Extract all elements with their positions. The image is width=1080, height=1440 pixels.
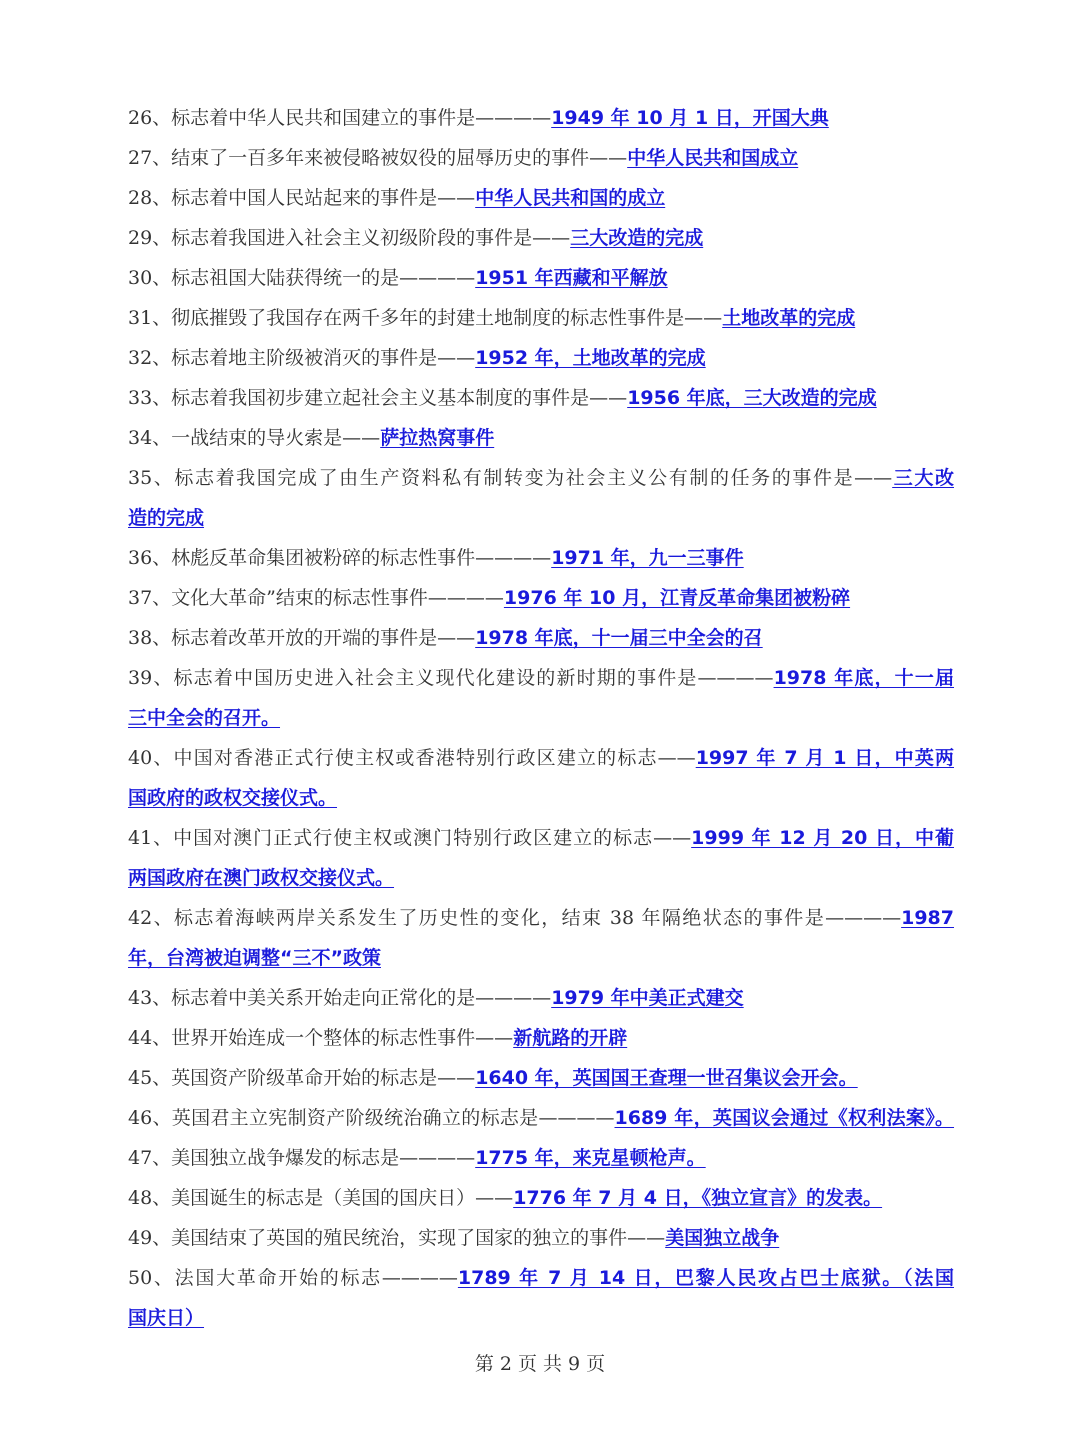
answer-text: 年，台湾被迫调整“三不”政策 <box>128 947 381 969</box>
question-text: 37、文化大革命”结束的标志性事件———— <box>128 587 504 609</box>
text-line <box>128 458 954 498</box>
text-line <box>128 498 954 538</box>
text-line <box>128 898 954 938</box>
text-line <box>128 778 954 818</box>
text-line <box>128 618 954 658</box>
answer-text: 1776 年 7 月 4 日，《独立宣言》的发表。 <box>513 1187 883 1209</box>
answer-text: 国庆日） <box>128 1307 205 1329</box>
text-line <box>128 538 954 578</box>
text-line <box>128 1258 954 1298</box>
answer-text: 美国独立战争 <box>665 1227 780 1249</box>
question-text: 27、结束了一百多年来被侵略被奴役的屈辱历史的事件—— <box>128 147 628 169</box>
question-text: 35、标志着我国完成了由生产资料私有制转变为社会主义公有制的任务的事件是—— <box>128 467 893 489</box>
document-body <box>128 98 954 1338</box>
text-line <box>128 698 954 738</box>
page-footer: 第 2 页 共 9 页 <box>474 1353 606 1375</box>
text-line <box>128 1058 954 1098</box>
text-line <box>128 1138 954 1178</box>
text-line <box>128 178 954 218</box>
question-text: 39、标志着中国历史进入社会主义现代化建设的新时期的事件是———— <box>128 667 774 689</box>
text-line <box>128 1218 954 1258</box>
answer-text: 1979 年中美正式建交 <box>551 987 744 1009</box>
answer-text: 萨拉热窝事件 <box>380 427 495 449</box>
answer-text: 1976 年 10 月，江青反革命集团被粉碎 <box>503 587 851 609</box>
text-line <box>128 578 954 618</box>
answer-text: 1978 年底，十一届三中全会的召 <box>475 627 763 649</box>
question-text: 26、标志着中华人民共和国建立的事件是———— <box>128 107 552 129</box>
question-text: 29、标志着我国进入社会主义初级阶段的事件是—— <box>128 227 571 249</box>
text-line <box>128 98 954 138</box>
question-text: 45、英国资产阶级革命开始的标志是—— <box>128 1067 476 1089</box>
text-line <box>128 938 954 978</box>
answer-text: 中华人民共和国的成立 <box>475 187 666 209</box>
answer-text: 1971 年，九一三事件 <box>551 547 744 569</box>
question-text: 40、中国对香港正式行使主权或香港特别行政区建立的标志—— <box>128 747 696 769</box>
question-text: 31、彻底摧毁了我国存在两千多年的封建土地制度的标志性事件是—— <box>128 307 723 329</box>
text-line <box>128 738 954 778</box>
answer-text: 国政府的政权交接仪式。 <box>128 787 338 809</box>
answer-text: 三大改 <box>892 467 954 489</box>
answer-text: 1952 年，土地改革的完成 <box>475 347 706 369</box>
answer-text: 三中全会的召开。 <box>128 707 281 729</box>
answer-text: 1951 年西藏和平解放 <box>475 267 668 289</box>
question-text: 46、英国君主立宪制资产阶级统治确立的标志是———— <box>128 1107 615 1129</box>
question-text: 41、中国对澳门正式行使主权或澳门特别行政区建立的标志—— <box>128 827 692 849</box>
answer-text: 土地改革的完成 <box>722 307 856 329</box>
answer-text: 新航路的开辟 <box>513 1027 628 1049</box>
answer-text: 三大改造的完成 <box>570 227 704 249</box>
text-line <box>128 858 954 898</box>
text-line <box>128 218 954 258</box>
answer-text: 1999 年 12 月 20 日，中葡 <box>691 827 954 849</box>
text-line <box>128 298 954 338</box>
text-line <box>128 338 954 378</box>
question-text: 33、标志着我国初步建立起社会主义基本制度的事件是—— <box>128 387 628 409</box>
answer-text: 1640 年，英国国王查理一世召集议会开会。 <box>475 1067 858 1089</box>
question-text: 38、标志着改革开放的开端的事件是—— <box>128 627 476 649</box>
answer-text: 两国政府在澳门政权交接仪式。 <box>128 867 395 889</box>
text-line <box>128 378 954 418</box>
answer-text: 1956 年底，三大改造的完成 <box>627 387 877 409</box>
answer-text: 1775 年，来克星顿枪声。 <box>475 1147 706 1169</box>
answer-text: 造的完成 <box>128 507 205 529</box>
question-text: 43、标志着中美关系开始走向正常化的是———— <box>128 987 552 1009</box>
question-text: 30、标志祖国大陆获得统一的是———— <box>128 267 476 289</box>
text-line <box>128 1018 954 1058</box>
question-text: 44、世界开始连成一个整体的标志性事件—— <box>128 1027 514 1049</box>
text-line <box>128 258 954 298</box>
text-line <box>128 1178 954 1218</box>
question-text: 36、林彪反革命集团被粉碎的标志性事件———— <box>128 547 552 569</box>
question-text: 47、美国独立战争爆发的标志是———— <box>128 1147 476 1169</box>
question-text: 28、标志着中国人民站起来的事件是—— <box>128 187 476 209</box>
answer-text: 1689 年，英国议会通过《权利法案》。 <box>614 1107 955 1129</box>
answer-text: 1789 年 7 月 14 日，巴黎人民攻占巴士底狱。（法国 <box>457 1267 954 1289</box>
question-text: 34、一战结束的导火索是—— <box>128 427 381 449</box>
question-text: 50、法国大革命开始的标志———— <box>128 1267 458 1289</box>
answer-text: 1978 年底，十一届 <box>773 667 954 689</box>
question-text: 42、标志着海峡两岸关系发生了历史性的变化，结束 38 年隔绝状态的事件是———— <box>128 907 902 929</box>
answer-text: 1987 <box>901 907 954 929</box>
text-line <box>128 1098 954 1138</box>
text-line <box>128 138 954 178</box>
answer-text: 1997 年 7 月 1 日，中英两 <box>695 747 954 769</box>
answer-text: 1949 年 10 月 1 日，开国大典 <box>551 107 829 129</box>
text-line <box>128 418 954 458</box>
text-line <box>128 818 954 858</box>
question-text: 49、美国结束了英国的殖民统治，实现了国家的独立的事件—— <box>128 1227 666 1249</box>
text-line <box>128 978 954 1018</box>
answer-text: 中华人民共和国成立 <box>627 147 799 169</box>
question-text: 48、美国诞生的标志是（美国的国庆日）—— <box>128 1187 514 1209</box>
question-text: 32、标志着地主阶级被消灭的事件是—— <box>128 347 476 369</box>
text-line <box>128 658 954 698</box>
text-line <box>128 1298 954 1338</box>
